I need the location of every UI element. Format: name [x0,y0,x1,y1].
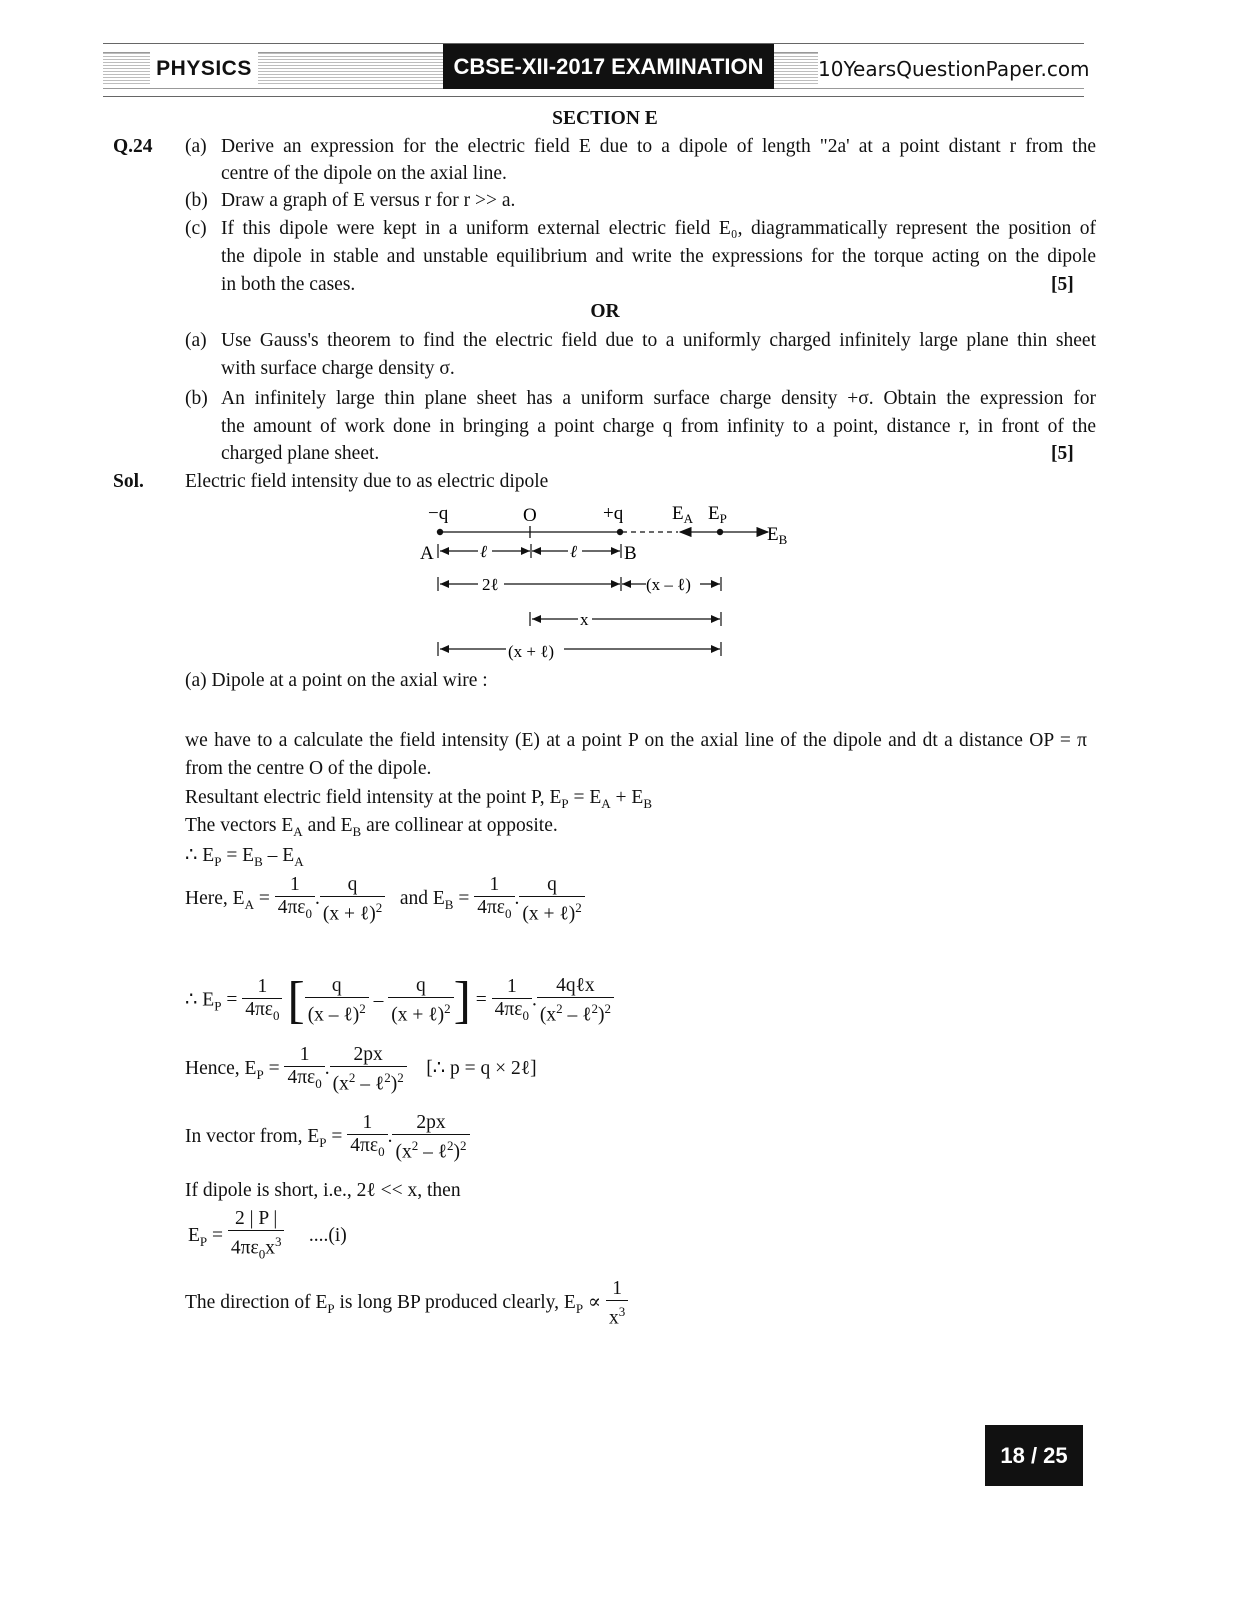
ea-label: $E_A$ [672,503,693,526]
pos-charge-label: +q [603,503,624,524]
frac-const-2: $\frac{1}{4\pi\varepsilon_0}$ [474,874,514,925]
short-dipole-line: If dipole is short, i.e., 2ℓ << x, then [185,1180,461,1201]
ep-label: $E_P$ [708,503,727,526]
ea-eb-equations: Here, $E_A$ = $\frac{1}{4\pi\varepsilon_0}$ . $\frac{q}{(x + \ell)^2}$ and $E_B$ = $\frac{1}{4\pi\varepsilon_0}$ . $\frac{q}{(x + \ell)^2}$ [185,874,585,926]
alt-b-label: (b) [185,388,208,409]
header-exam-title: CBSE-XII-2017 EXAMINATION [443,44,774,89]
ep-derivation: ∴ $E_P$ = $\frac{1}{4\pi\varepsilon_0}$ [ $\frac{q}{(x - \ell)^2}$ – $\frac{q}{(x + \ell)^2}$ ] = $\frac{1}{4\pi\varepsilon_0}$ . $\frac{\text{4qℓx}}{(x^2 - \ell^2)^2}$ [185,975,614,1027]
neg-charge-dot [437,529,443,535]
point-b-label: B [624,543,637,564]
frac-const-1: $\frac{1}{4\pi\varepsilon_0}$ [275,874,315,925]
para1-line2: from the centre O of the dipole. [185,758,432,779]
page-number: 18 / 25 [985,1425,1083,1486]
section-title: SECTION E [552,108,658,129]
para1-line1: we have to a calculate the field intensity (E) at a point P on the axial line of the dipole and dt a distance OP = π [185,730,1087,751]
hence-equation: Hence, $E_P$ = $\frac{1}{4\pi\varepsilon_0}$ . $\frac{2px}{(x^2 - \ell^2)^2}$ [∴ p = q × 2ℓ] [185,1044,537,1095]
len-x-plus-l: (x + ℓ) [508,642,555,661]
alt-a-line1: Use Gauss's theorem to find the electric field due to a uniformly charged infinitely large plane thin sheet [221,330,1096,351]
header-subject: PHYSICS [150,52,258,86]
short-dipole-equation: $E_P$ = $\frac{2 | P |}{4\pi\varepsilon_0x^3}$ ....(i) [188,1208,347,1265]
header-site: 10YearsQuestionPaper.com [818,52,1088,86]
part-a-heading: (a) Dipole at a point on the axial wire : [185,670,488,691]
frac-q-1: $\frac{q}{(x + \ell)^2}$ [320,874,385,926]
question-number: Q.24 [113,136,153,157]
part-c-label: (c) [185,218,207,239]
frac-q-2: $\frac{q}{(x + \ell)^2}$ [519,874,584,926]
point-p-dot [717,529,723,535]
alt-b-line1: An infinitely large thin plane sheet has a uniform surface charge density +σ. Obtain the expression for [221,388,1096,409]
neg-charge-label: −q [428,503,449,524]
therefore-line: ∴ $E_P = E_B - E_A$ [185,845,304,869]
part-c-line3: in both the cases. [221,274,356,295]
alt-b-line3: charged plane sheet. [221,443,380,464]
direction-line: The direction of $E_P$ is long BP produced clearly, $E_P$ ∝ $\frac{1}{x^3}$ [185,1278,628,1330]
origin-label: O [523,505,537,526]
part-c-line1: If this dipole were kept in a uniform external electric field E₀, diagrammatically represent the position of [221,218,1096,239]
header-bottom-rule [103,88,1084,97]
len-l2: ℓ [570,542,578,561]
alt-a-label: (a) [185,330,207,351]
solution-intro: Electric field intensity due to as electric dipole [185,471,549,492]
part-a-line1: Derive an expression for the electric field E due to a dipole of length "2a' at a point distant r from the [221,136,1096,157]
part-a-line2: centre of the dipole on the axial line. [221,163,507,184]
marks-1: [5] [1051,274,1074,295]
dipole-diagram [400,495,820,670]
solution-label: Sol. [113,471,144,492]
eb-label: $E_B$ [767,524,788,547]
vector-form-equation: In vector from, $E_P$ = $\frac{1}{4\pi\varepsilon_0}$ . $\frac{2px}{(x^2 - \ell^2)^2}$ [185,1112,470,1164]
len-x-minus-l: (x – ℓ) [646,575,691,594]
vectors-line: The vectors $E_A$ and $E_B$ are collinear at opposite. [185,815,558,839]
or-separator: OR [590,301,620,322]
marks-2: [5] [1051,443,1074,464]
part-b-text: Draw a graph of E versus r for r >> a. [221,190,516,211]
part-c-line2: the dipole in stable and unstable equilibrium and write the expressions for the torque acting on the dipole [221,246,1096,267]
part-b-label: (b) [185,190,208,211]
len-x: x [580,610,589,629]
len-2l: 2ℓ [482,575,499,594]
alt-a-line2: with surface charge density σ. [221,358,455,379]
part-a-label: (a) [185,136,207,157]
resultant-line: Resultant electric field intensity at the point P, $E_P = E_A + E_B$ [185,787,653,811]
alt-b-line2: the amount of work done in bringing a point charge q from infinity to a point, distance r, in front of the [221,416,1096,437]
len-l1: ℓ [480,542,488,561]
point-a-label: A [420,543,434,564]
